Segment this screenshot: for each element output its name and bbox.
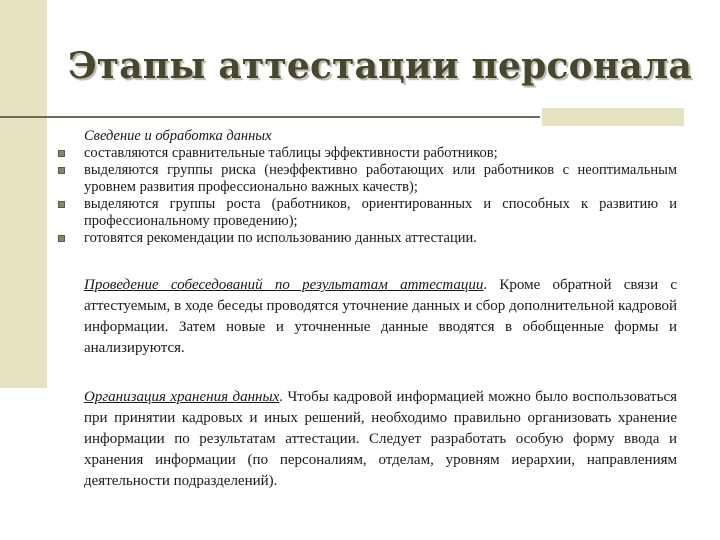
accent-box <box>542 108 684 126</box>
paragraph-lead-storage: Организация хранения данных <box>84 389 280 405</box>
bullet-text: выделяются группы роста (работников, ориентированных и способных к развитию и профессиональному проведению); <box>84 196 677 229</box>
paragraph-text-interviews: . Кроме обратной связи с аттестуемым, в ходе беседы проводятся уточнение данных и сбор дополнительной кадровой информации. Затем новые и уточненные данные вводятся в обобщенные формы и анализируются. <box>84 277 677 356</box>
bullet-text: готовятся рекомендации по использованию данных аттестации. <box>84 230 477 246</box>
square-bullet-icon <box>58 150 65 157</box>
square-bullet-icon <box>58 235 65 242</box>
bullet-item <box>57 230 677 247</box>
bullet-text: выделяются группы риска (неэффективно работающих или работников с неоптимальным уровнем развития профессионально важных качеств); <box>84 162 677 195</box>
paragraph-interviews <box>84 275 677 359</box>
square-bullet-icon <box>58 201 65 208</box>
slide-content <box>57 128 677 507</box>
slide-title: Этапы аттестации персонала <box>67 45 693 87</box>
bullet-item <box>57 162 677 196</box>
title-divider-rule <box>0 116 540 118</box>
bullet-text: составляются сравнительные таблицы эффективности работников; <box>84 145 498 161</box>
square-bullet-icon <box>58 167 65 174</box>
section-heading-data-processing: Сведение и обработка данных <box>84 128 272 144</box>
bullet-item <box>57 196 677 230</box>
paragraph-text-storage: . Чтобы кадровой информацией можно было воспользоваться при принятии кадровых и иных решений, необходимо правильно организовать хранение информации по результатам аттестации. Следует разработать особую форму ввода и хранения информации (по персоналиям, отделам, уровням иерархии, направлениям деятельности подразделений). <box>84 389 677 489</box>
left-accent-bar <box>0 0 47 388</box>
bullet-item <box>57 145 677 162</box>
paragraph-lead-interviews: Проведение собеседований по результатам аттестации <box>84 277 484 293</box>
bullet-list <box>57 145 677 247</box>
paragraph-storage <box>84 387 677 492</box>
